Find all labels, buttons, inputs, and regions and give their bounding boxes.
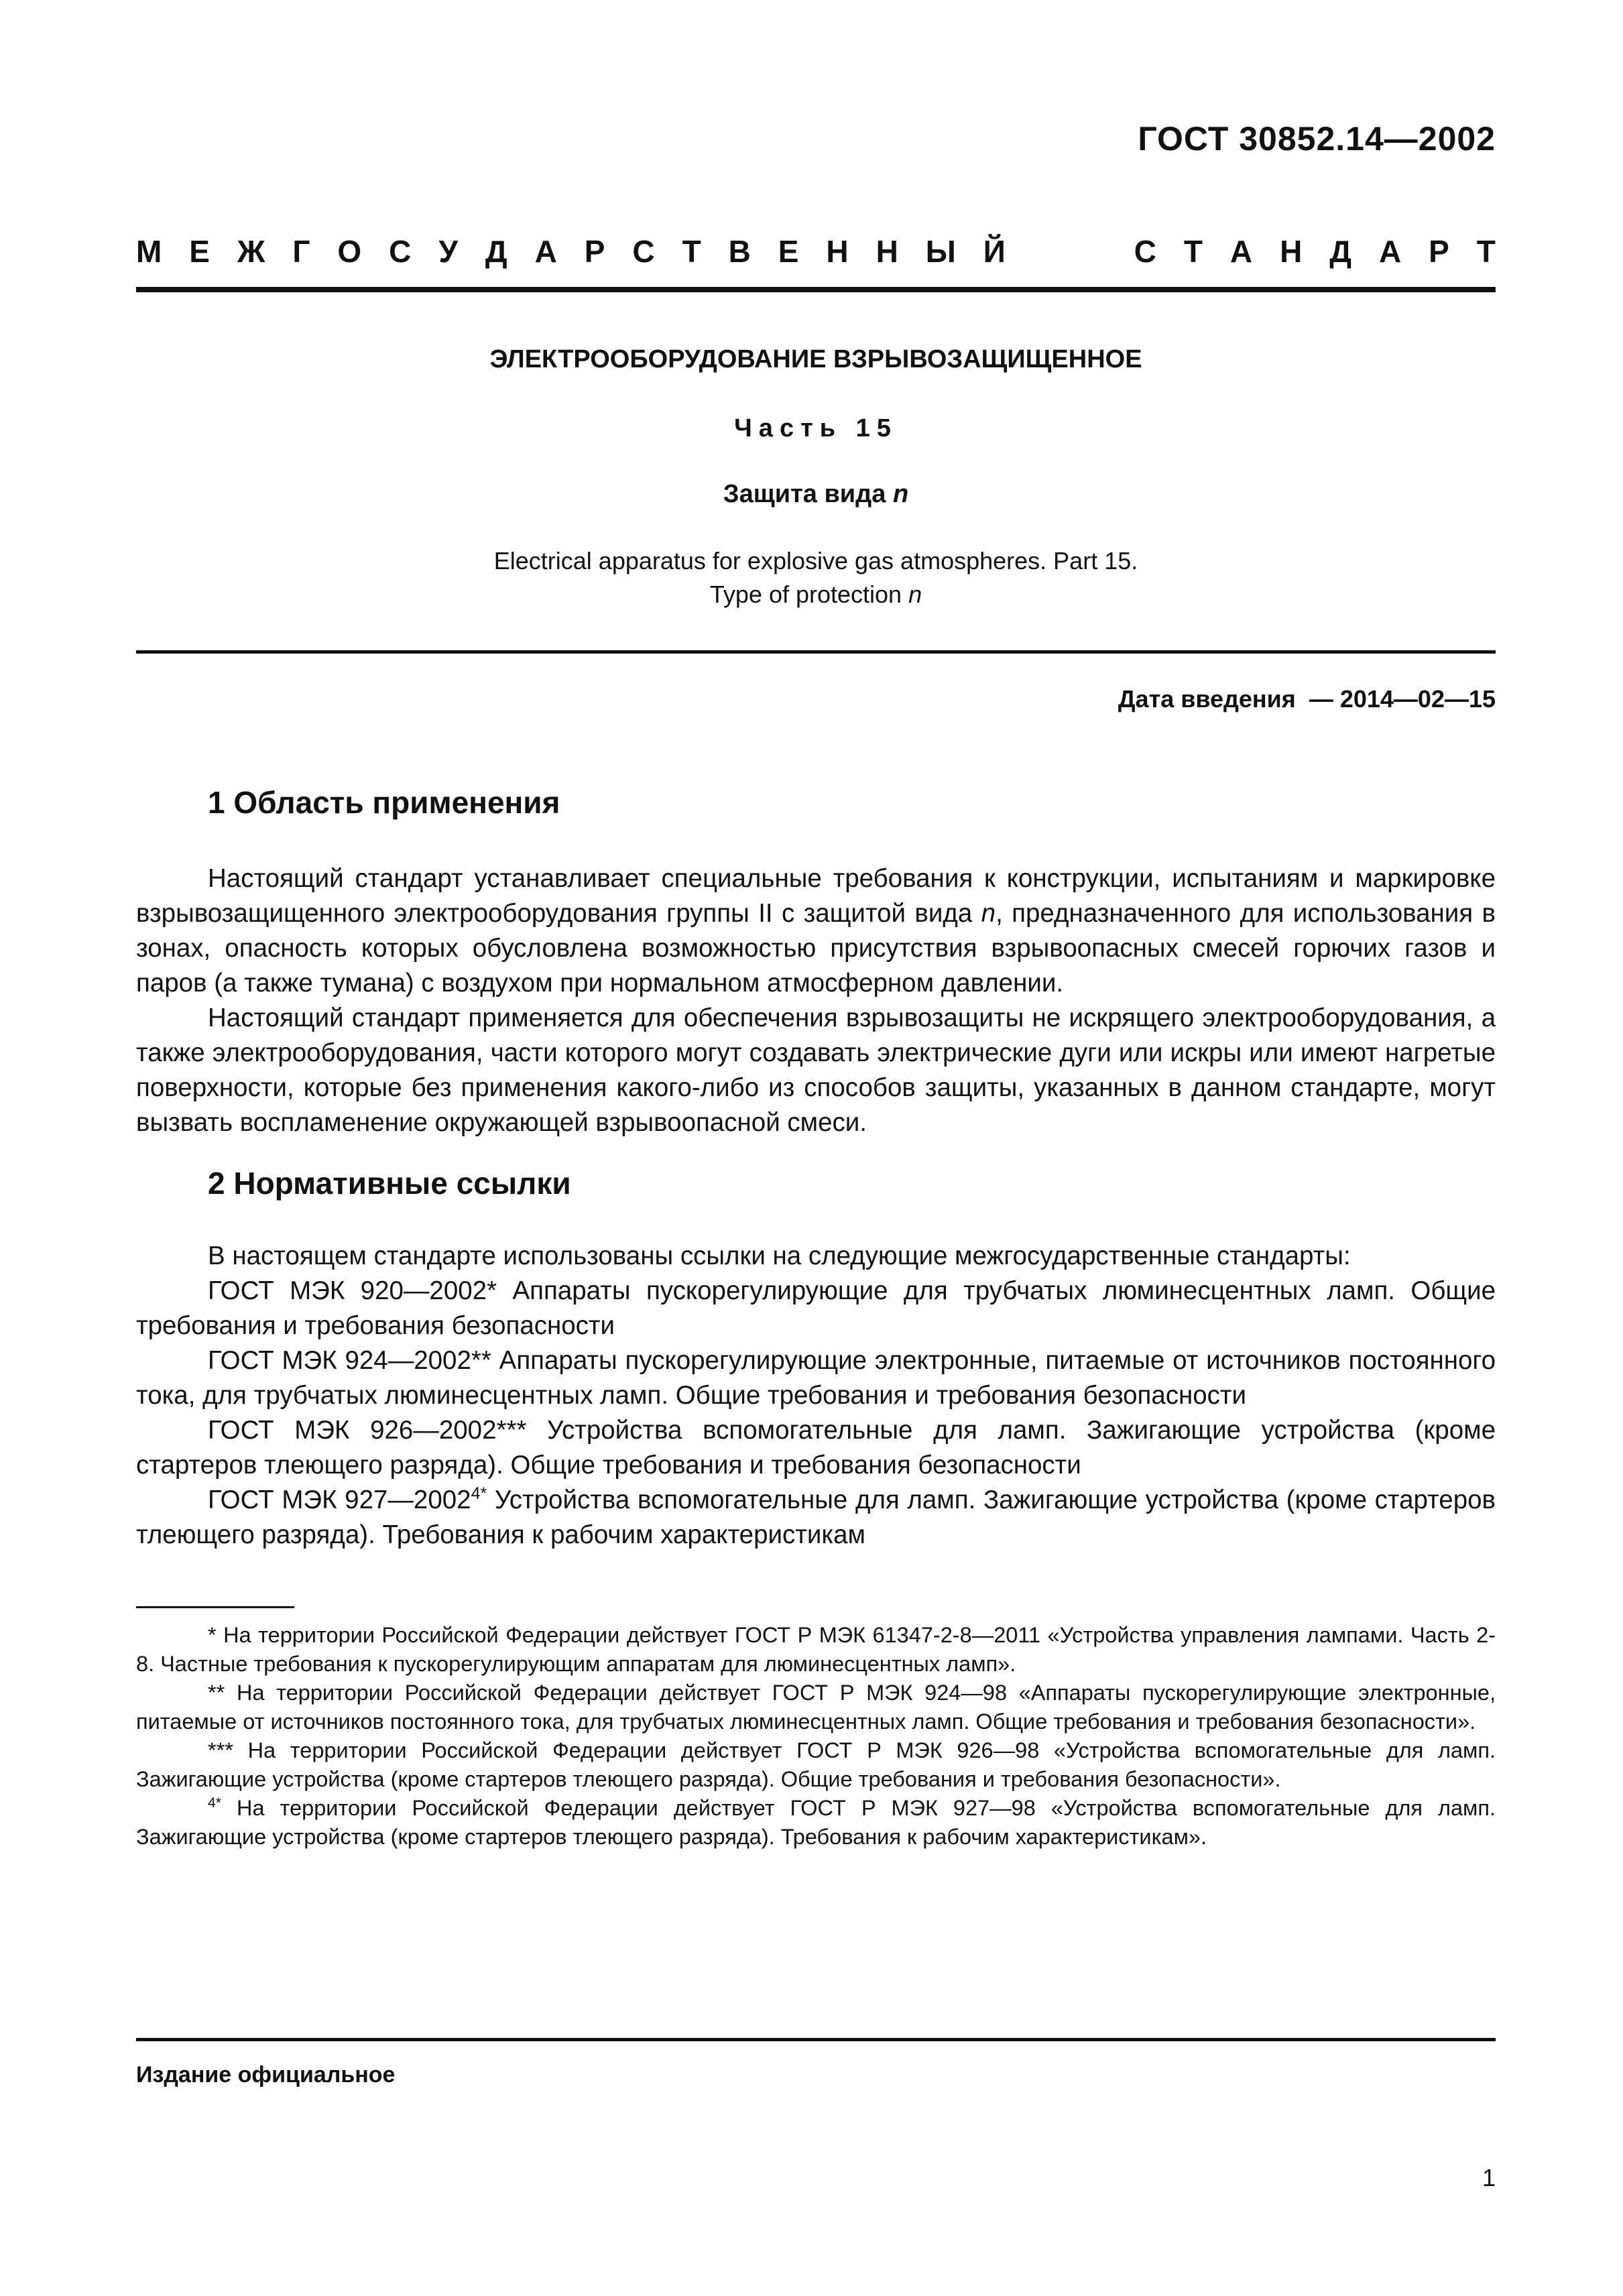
header-divider: [136, 287, 1496, 292]
banner-letter: В: [728, 234, 751, 269]
subtitle-text: Защита вида: [723, 480, 893, 508]
banner-letter: О: [337, 234, 362, 269]
english-title-line2-italic: n: [908, 581, 922, 608]
document-part: Часть 15: [734, 414, 898, 442]
document-subtitle: [136, 480, 1496, 509]
banner-letter: А: [1229, 234, 1253, 269]
date-label: Дата введения: [1118, 685, 1296, 713]
footnote-marker: 4*: [471, 1484, 487, 1504]
reference-item: [136, 1483, 1496, 1553]
paragraph-text: Настоящий стандарт устанавливает специальные требования к конструкции, испытаниям и маркировке взрывозащищенного электрооборудования группы II с защитой вида: [136, 864, 1496, 928]
paragraph: [136, 861, 1496, 1001]
standard-number: ГОСТ 30852.14—2002: [1138, 120, 1496, 158]
banner-letter: Д: [1329, 234, 1352, 269]
banner-letter: Г: [292, 234, 310, 269]
footnote-marker: 4*: [208, 1795, 221, 1811]
standard-banner: [136, 228, 1496, 275]
banner-letter: А: [534, 234, 557, 269]
banner-letter: Д: [485, 234, 507, 269]
banner-letter: Р: [1429, 234, 1449, 269]
banner-letter: Ы: [925, 234, 956, 269]
banner-letter: Й: [983, 234, 1006, 269]
subtitle-italic: n: [892, 480, 909, 508]
banner-letter: Т: [1476, 234, 1496, 269]
banner-letter: У: [438, 234, 458, 269]
edition-label: Издание официальное: [136, 2062, 396, 2088]
reference-item: ГОСТ МЭК 920—2002* Аппараты пускорегулирующие для трубчатых люминесцентных ламп. Общие требования и требования безопасности: [136, 1276, 1496, 1340]
section-heading-scope: 1 Область применения: [208, 785, 560, 820]
section-body-scope: [136, 861, 1496, 1140]
footnote: * На территории Российской Федерации действует ГОСТ Р МЭК 61347-2-8—2011 «Устройства управления лампами. Часть 2-8. Частные требования к пускорегулирующим аппаратам для люминесцентных ламп».: [136, 1623, 1496, 1676]
reference-item: ГОСТ МЭК 926—2002*** Устройства вспомогательные для ламп. Зажигающие устройства (кроме стартеров тлеющего разряда). Общие требования и требования безопасности: [136, 1416, 1496, 1479]
section-body-references: [136, 1239, 1496, 1553]
banner-letter: Е: [778, 234, 799, 269]
footer-divider: [136, 2038, 1496, 2041]
footnote: ** На территории Российской Федерации действует ГОСТ Р МЭК 924—98 «Аппараты пускорегулирующие электронные, питаемые от источников постоянного тока, для трубчатых люминесцентных ламп. Общие требования и требования безопасности».: [136, 1681, 1496, 1734]
footnote: *** На территории Российской Федерации действует ГОСТ Р МЭК 926—98 «Устройства вспомогательные для ламп. Зажигающие устройства (кроме стартеров тлеющего разряда). Общие требования и требования безопасности».: [136, 1738, 1496, 1791]
banner-letter: Н: [1280, 234, 1303, 269]
banner-letter: Н: [876, 234, 898, 269]
banner-letter: Т: [682, 234, 701, 269]
reference-text: Устройства вспомогательные для ламп. Зажигающие устройства (кроме стартеров тлеющего разряда). Требования к рабочим характеристикам: [136, 1486, 1496, 1549]
document-title: ЭЛЕКТРООБОРУДОВАНИЕ ВЗРЫВОЗАЩИЩЕННОЕ: [489, 345, 1142, 373]
page-number: 1: [1482, 2164, 1496, 2191]
banner-letter: Р: [584, 234, 605, 269]
section-heading-references: 2 Нормативные ссылки: [208, 1166, 571, 1201]
footnote: [136, 1794, 1496, 1852]
banner-letter: Н: [826, 234, 849, 269]
footnotes: [136, 1621, 1496, 1852]
english-title-line2-text: Type of protection: [709, 581, 909, 608]
paragraph: В настоящем стандарте использованы ссылки на следующие межгосударственные стандарты:: [208, 1242, 1351, 1270]
english-title-line2: [136, 578, 1496, 611]
reference-code: ГОСТ МЭК 927—2002: [208, 1486, 471, 1514]
banner-letter: С: [389, 234, 412, 269]
title-divider: [136, 650, 1496, 654]
english-title: [136, 544, 1496, 611]
reference-item: ГОСТ МЭК 924—2002** Аппараты пускорегулирующие электронные, питаемые от источников постоянного тока, для трубчатых люминесцентных ламп. Общие требования и требования безопасности: [136, 1346, 1496, 1410]
banner-letter: С: [1134, 234, 1156, 269]
footnote-text: На территории Российской Федерации действует ГОСТ Р МЭК 927—98 «Устройства вспомогательные для ламп. Зажигающие устройства (кроме стартеров тлеющего разряда). Требования к рабочим характеристикам».: [136, 1796, 1496, 1849]
footnote-separator: [136, 1606, 294, 1608]
introduction-date: [1118, 685, 1496, 713]
paragraph-text: , предназначенного для использования в зонах, опасность которых обусловлена возможностью присутствия взрывоопасных смесей горючих газов и паров (а также тумана) с воздухом при нормальном атмосферном давлении.: [136, 899, 1496, 998]
paragraph: Настоящий стандарт применяется для обеспечения взрывозащиты не искрящего электрооборудования, а также электрооборудования, части которого могут создавать электрические дуги или искры или имеют нагретые поверхности, которые без применения какого-либо из способов защиты, указанных в данном стандарте, могут вызвать воспламенение окружающей взрывоопасной смеси.: [136, 1004, 1496, 1137]
banner-letter: Е: [189, 234, 210, 269]
english-title-line1: Electrical apparatus for explosive gas atmospheres. Part 15.: [493, 547, 1138, 575]
banner-letter: С: [632, 234, 655, 269]
banner-letter: М: [136, 234, 162, 269]
paragraph-italic: n: [981, 899, 996, 928]
banner-letter: Ж: [237, 234, 265, 269]
date-value: — 2014—02—15: [1309, 685, 1496, 713]
banner-letter: А: [1378, 234, 1402, 269]
banner-letter: Т: [1183, 234, 1203, 269]
